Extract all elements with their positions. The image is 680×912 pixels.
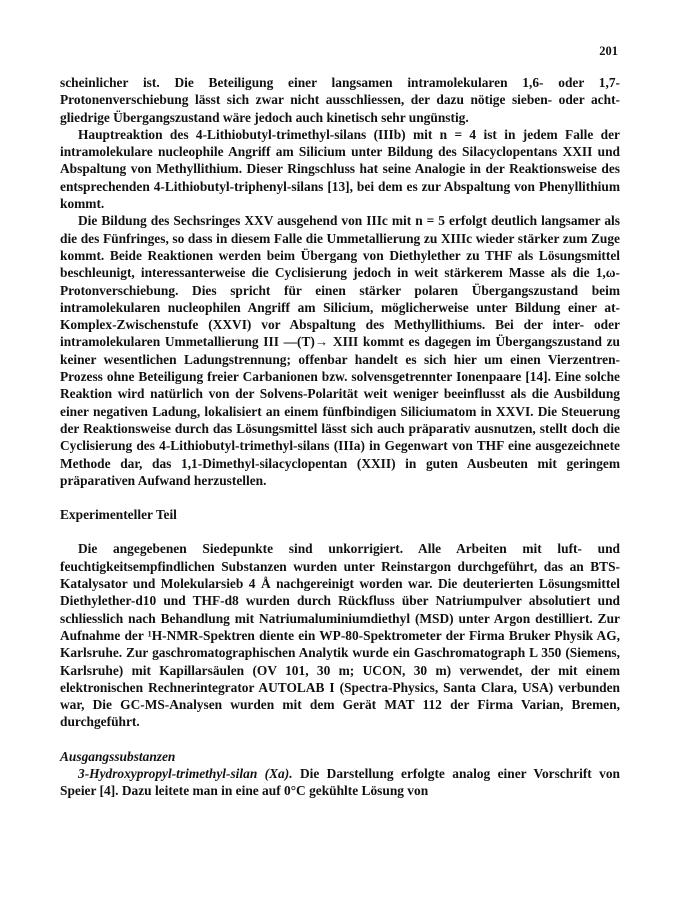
paragraph-1: scheinlicher ist. Die Beteiligung einer langsamen intramolekularen 1,6- oder 1,7-Protonenverschiebung lässt sich zwar nicht ausschliessen, der dazu nötige sieben- oder acht-gliedrige Übergangszustand wäre jedoch auch kinetisch sehr ungünstig. (60, 75, 620, 125)
subsection-heading: Ausgangssubstanzen (60, 748, 176, 764)
body-text (60, 74, 620, 800)
paragraph-2: Hauptreaktion des 4-Lithiobutyl-trimethyl-silans (IIIb) mit n = 4 ist in jedem Falle der intramolekulare nucleophile Angriff am Silicium unter Bildung des Silacyclopentans XXII und Abspaltung von Methyllithium. Dieser Ringschluss hat seine Analogie in der Reaktionsweise des entsprechenden 4-Lithiobutyl-triphenyl-silans [13], bei dem es zur Abspaltung von Phenyllithium kommt. (60, 126, 620, 212)
page-number: 201 (599, 44, 618, 58)
paragraph-3: Die Bildung des Sechsringes XXV ausgehend von IIIc mit n = 5 erfolgt deutlich langsamer als die des Fünfringes, so dass in diesem Falle die Ummetallierung zu XIIIc wieder stärker zum Zuge kommt. Beide Reaktionen werden beim Übergang von Diethylether zu THF als Lösungsmittel beschleunigt, interessanterweise die Cyclisierung jedoch in weit stärkerem Masse als die 1,ω-Protonverschiebung. Dies spricht für einen stärker polaren Übergangszustand beim intramolekularen nucleophilen Angriff am Silicium, möglicherweise unter Bildung einer at-Komplex-Zwischenstufe (XXVI) vor Abspaltung des Methyllithiums. Bei der inter- oder intramolekularen Ummetallierung III —(T)→ XIII kommt es dagegen im Übergangszustand zu keiner wesentlichen Ladungstrennung; offenbar handelt es sich hier um einen Vierzentren-Prozess ohne Beteiligung freier Carbanionen bzw. solvensgetrennter Ionenpaare [14]. Eine solche Reaktion wird natürlich von der Solvens-Polarität weit weniger beeinflusst als die Ausbildung einer negativen Ladung, lokalisiert an einem fünfbindigen Siliciumatom in XXVI. Die Steuerung der Reaktionsweise durch das Lösungsmittel lässt sich auch präparativ ausnutzen, stellt doch die Cyclisierung des 4-Lithiobutyl-trimethyl-silans (IIIa) in Gegenwart von THF eine ausgezeichnete Methode dar, das 1,1-Dimethyl-silacyclopentan (XXII) in guten Ausbeuten mit geringem präparativen Aufwand herzustellen. (60, 213, 620, 488)
paragraph-5-body: Die Darstellung erfolgte analog einer Vorschrift von Speier [4]. Dazu leitete man in eine auf 0°C gekühlte Lösung von (60, 765, 620, 799)
compound-title: 3-Hydroxypropyl-trimethyl-silan (Xa). (78, 765, 293, 781)
section-heading: Experimenteller Teil (60, 507, 177, 523)
paragraph-4: Die angegebenen Siedepunkte sind unkorrigiert. Alle Arbeiten mit luft- und feuchtigkeitsempfindlichen Substanzen wurden unter Reinstargon durchgeführt, das an BTS-Katalysator und Molekularsieb 4 Å nachgereinigt worden war. Die deuterierten Lösungsmittel Diethylether-d10 und THF-d8 wurden durch Rückfluss über Natriumpulver absolutiert und schliesslich nach Behandlung mit Natriumaluminiumdiethyl (MSD) unter Argon destilliert. Zur Aufnahme der ¹H-NMR-Spektren diente ein WP-80-Spektrometer der Firma Bruker Physik AG, Karlsruhe. Zur gaschromatographischen Analytik wurde ein Gaschromatograph L 350 (Siemens, Karlsruhe) mit Kapillarsäulen (OV 101, 30 m; UCON, 30 m) verwendet, der mit einem elektronischen Rechnerintegrator AUTOLAB I (Spectra-Physics, Santa Clara, USA) verbunden war, Die GC-MS-Analysen wurden mit dem Gerät MAT 112 der Firma Varian, Bremen, durchgeführt. (60, 541, 620, 730)
paragraph-5 (60, 765, 620, 800)
